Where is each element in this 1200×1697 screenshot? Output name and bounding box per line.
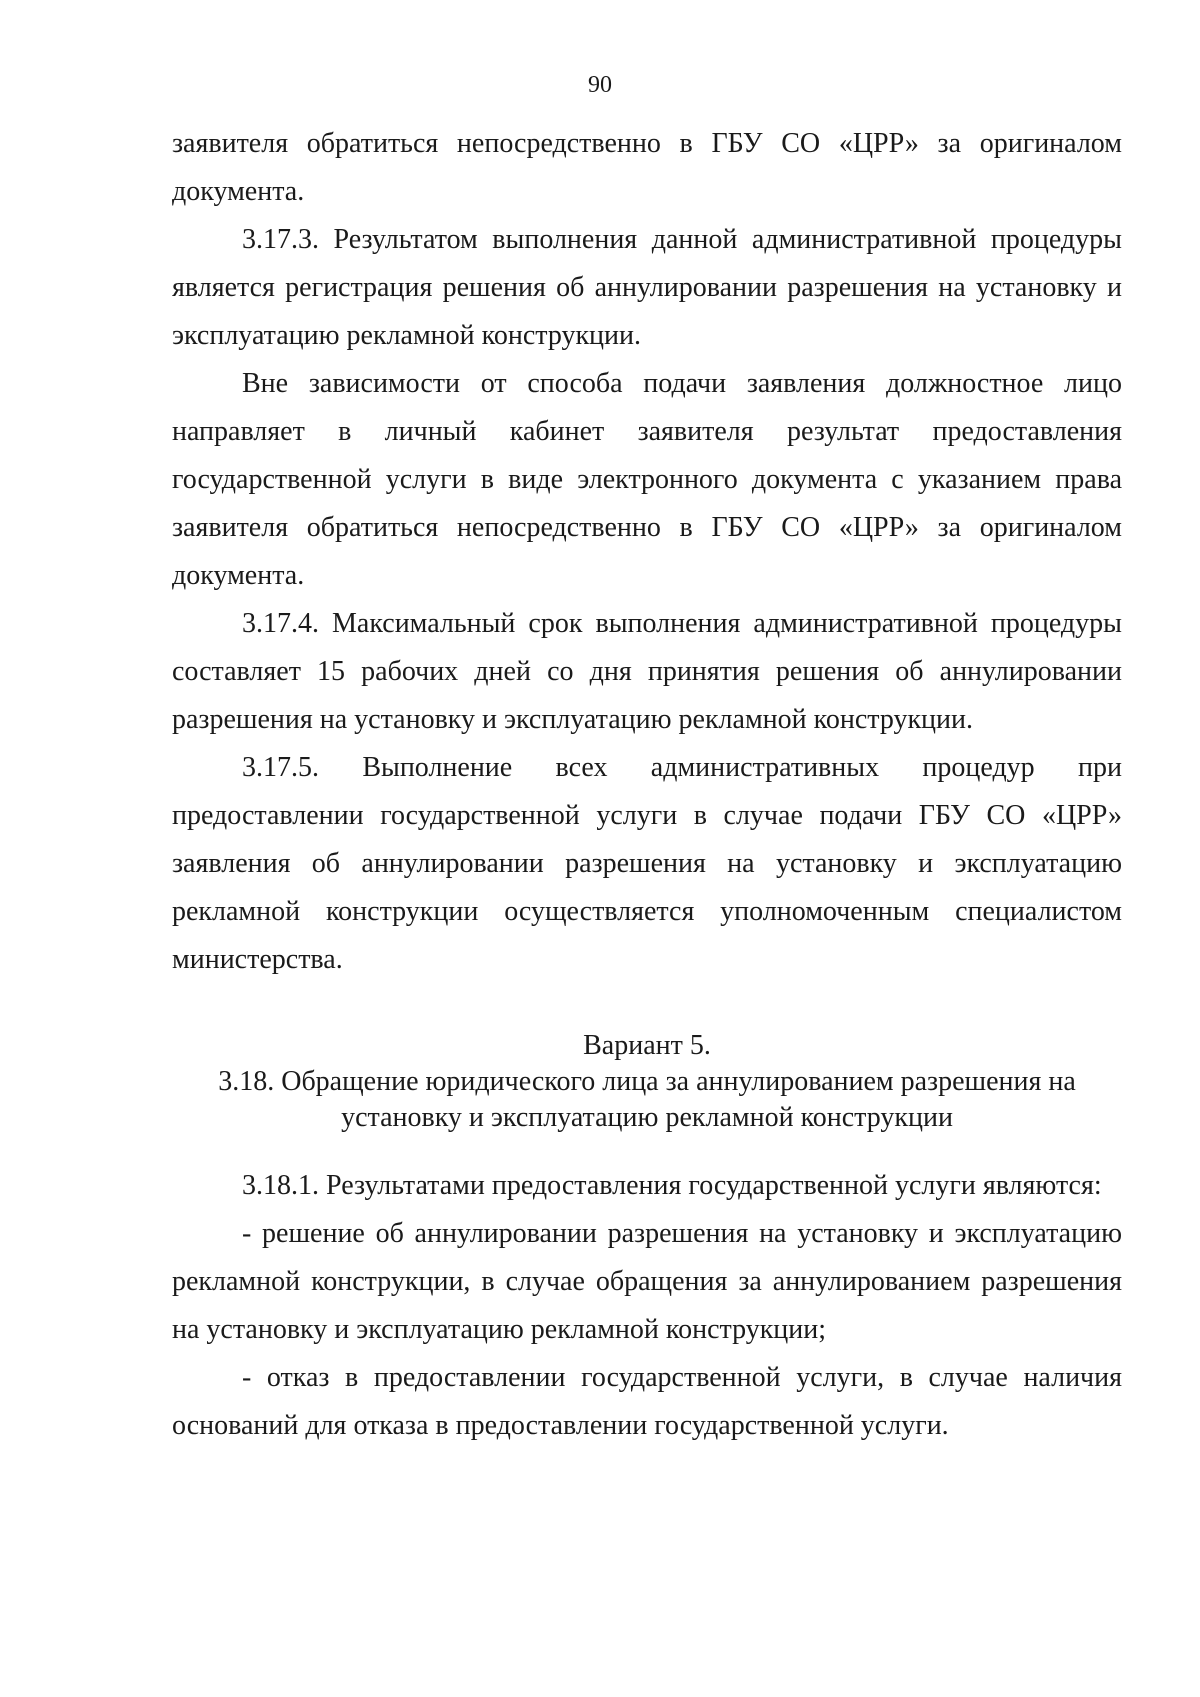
paragraph-3-17-3: 3.17.3. Результатом выполнения данной административной процедуры является регистрация решения об аннулировании разрешения на установку и эксплуатацию рекламной конструкции. xyxy=(172,224,1122,351)
paragraph-3-17-5: 3.17.5. Выполнение всех административных процедур при предоставлении государственной услуги в случае подачи ГБУ СО «ЦРР» заявления об аннулировании разрешения на установку и эксплуатацию рекламной конструкции осуществляется уполномоченным специалистом министерства. xyxy=(172,752,1122,975)
page-number: 90 xyxy=(588,72,612,98)
paragraph-3-18-1: 3.18.1. Результатами предоставления государственной услуги являются: xyxy=(242,1170,1102,1201)
section-heading xyxy=(172,1028,1122,1136)
paragraph-3-17-4: 3.17.4. Максимальный срок выполнения административной процедуры составляет 15 рабочих дней со дня принятия решения об аннулировании разрешения на установку и эксплуатацию рекламной конструкции. xyxy=(172,608,1122,735)
document-body xyxy=(172,120,1122,1450)
variant-label: Вариант 5. xyxy=(583,1030,711,1061)
section-spacer xyxy=(172,984,1122,1028)
list-item-decision: - решение об аннулировании разрешения на установку и эксплуатацию рекламной конструкции, в случае обращения за аннулированием разрешения на установку и эксплуатацию рекламной конструкции; xyxy=(172,1218,1122,1345)
heading-spacer xyxy=(172,1136,1122,1162)
section-title-line-1: 3.18. Обращение юридического лица за аннулированием разрешения на xyxy=(218,1066,1076,1097)
paragraph-delivery: Вне зависимости от способа подачи заявления должностное лицо направляет в личный кабинет заявителя результат предоставления государственной услуги в виде электронного документа с указанием права заявителя обратиться непосредственно в ГБУ СО «ЦРР» за оригиналом документа. xyxy=(172,368,1122,591)
paragraph-continuation: заявителя обратиться непосредственно в ГБУ СО «ЦРР» за оригиналом документа. xyxy=(172,128,1122,207)
list-item-refusal: - отказ в предоставлении государственной услуги, в случае наличия оснований для отказа в предоставлении государственной услуги. xyxy=(172,1362,1122,1441)
section-title-line-2: установку и эксплуатацию рекламной конструкции xyxy=(341,1102,953,1133)
